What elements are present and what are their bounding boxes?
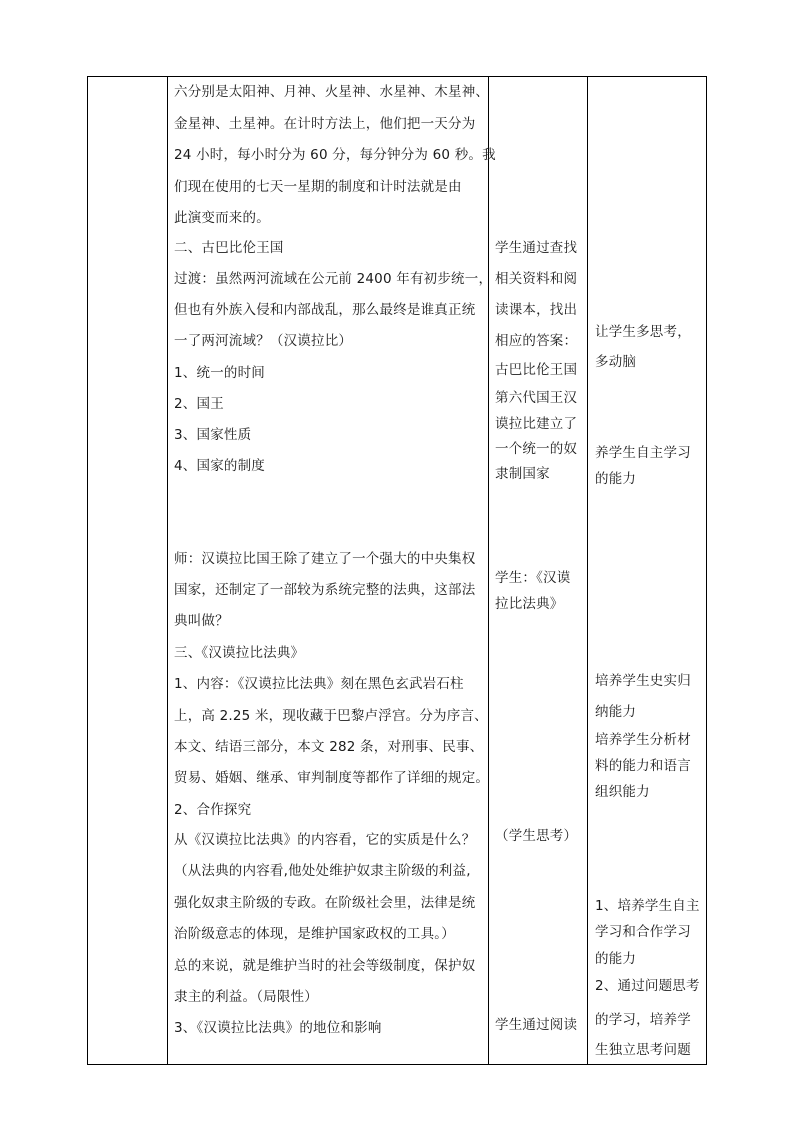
student-line: 学生：《汉谟 <box>495 570 571 586</box>
content-line: 六分别是太阳神、月神、火星神、水星神、木星神、 <box>174 84 490 100</box>
content-line: 此演变而来的。 <box>174 210 270 226</box>
intent-line: 料的能力和语言 <box>595 758 691 774</box>
section-heading: 三、《汉谟拉比法典》 <box>174 645 305 661</box>
intent-line: 组织能力 <box>595 784 650 800</box>
student-line: 学生通过阅读 <box>495 1017 578 1033</box>
column-divider-3 <box>587 76 588 1065</box>
table-top-border <box>87 76 707 77</box>
column-divider-2 <box>488 76 489 1065</box>
content-line: 典叫做？ <box>174 613 229 629</box>
intent-line: 1、培养学生自主 <box>595 898 700 914</box>
section-heading: 二、古巴比伦王国 <box>174 240 284 256</box>
intent-line: 的能力 <box>595 951 637 967</box>
content-line: 1、内容：《汉谟拉比法典》刻在黑色玄武岩石柱 <box>174 676 464 692</box>
student-line: 读课本，找出 <box>495 302 578 318</box>
content-line: 一了两河流域？（汉谟拉比） <box>174 333 353 349</box>
intent-line: 的能力 <box>595 471 637 487</box>
intent-line: 纳能力 <box>595 704 637 720</box>
content-line: 贸易、婚姻、继承、审判制度等都作了详细的规定。 <box>174 770 490 786</box>
content-line: 隶主的利益。（局限性） <box>174 989 318 1005</box>
intent-line: 让学生多思考， <box>595 324 691 340</box>
content-line: 国家，还制定了一部较为系统完整的法典，这部法 <box>174 582 476 598</box>
content-line: 总的来说，就是维护当时的社会等级制度，保护奴 <box>174 958 476 974</box>
content-line: 金星神、土星神。在计时方法上，他们把一天分为 <box>174 116 476 132</box>
content-line: （从法典的内容看,他处处维护奴隶主阶级的利益, <box>174 863 471 879</box>
content-line: 从《汉谟拉比法典》的内容看，它的实质是什么？ <box>174 832 476 848</box>
student-line: 第六代国王汉 <box>495 390 578 406</box>
content-line: 本文、结语三部分，本文 282 条，对刑事、民事、 <box>174 739 484 755</box>
content-list-item: 4、国家的制度 <box>174 458 265 474</box>
student-line: 相关资料和阅 <box>495 271 578 287</box>
content-line: 上，高 2.25 米，现收藏于巴黎卢浮宫。分为序言、 <box>174 708 488 724</box>
content-line: 但也有外族入侵和内部战乱，那么最终是谁真正统 <box>174 302 476 318</box>
intent-line: 培养学生史实归 <box>595 673 691 689</box>
content-list-item: 1、统一的时间 <box>174 365 265 381</box>
student-line: 古巴比伦王国 <box>495 362 578 378</box>
content-list-item: 2、合作探究 <box>174 802 252 818</box>
intent-line: 学习和合作学习 <box>595 924 691 940</box>
intent-line: 生独立思考问题 <box>595 1042 691 1058</box>
content-line: 强化奴隶主阶级的专政。在阶级社会里，法律是统 <box>174 895 476 911</box>
content-line: 过渡：虽然两河流域在公元前 2400 年有初步统一， <box>174 271 493 287</box>
column-divider-1 <box>167 76 168 1065</box>
content-line: 师：汉谟拉比国王除了建立了一个强大的中央集权 <box>174 551 476 567</box>
table-right-border <box>706 76 707 1065</box>
intent-line: 多动脑 <box>595 354 637 370</box>
student-line: 一个统一的奴 <box>495 441 578 457</box>
student-line: 相应的答案： <box>495 333 578 349</box>
table-left-border <box>87 76 88 1065</box>
intent-line: 养学生自主学习 <box>595 445 691 461</box>
content-list-item: 3、国家性质 <box>174 427 252 443</box>
intent-line: 的学习，培养学 <box>595 1012 691 1028</box>
student-line: 拉比法典》 <box>495 596 564 612</box>
content-list-item: 3、《汉谟拉比法典》的地位和影响 <box>174 1020 382 1036</box>
content-line: 治阶级意志的体现，是维护国家政权的工具。） <box>174 926 455 942</box>
table-bottom-border <box>87 1064 707 1065</box>
student-line: 学生通过查找 <box>495 240 578 256</box>
student-line: 隶制国家 <box>495 466 550 482</box>
intent-line: 2、通过问题思考 <box>595 978 700 994</box>
content-list-item: 2、国王 <box>174 396 224 412</box>
content-line: 24 小时，每小时分为 60 分，每分钟分为 60 秒。我 <box>174 147 496 163</box>
intent-line: 培养学生分析材 <box>595 732 691 748</box>
student-line: （学生思考） <box>495 828 578 844</box>
content-line: 们现在使用的七天一星期的制度和计时法就是由 <box>174 179 462 195</box>
student-line: 谟拉比建立了 <box>495 416 578 432</box>
